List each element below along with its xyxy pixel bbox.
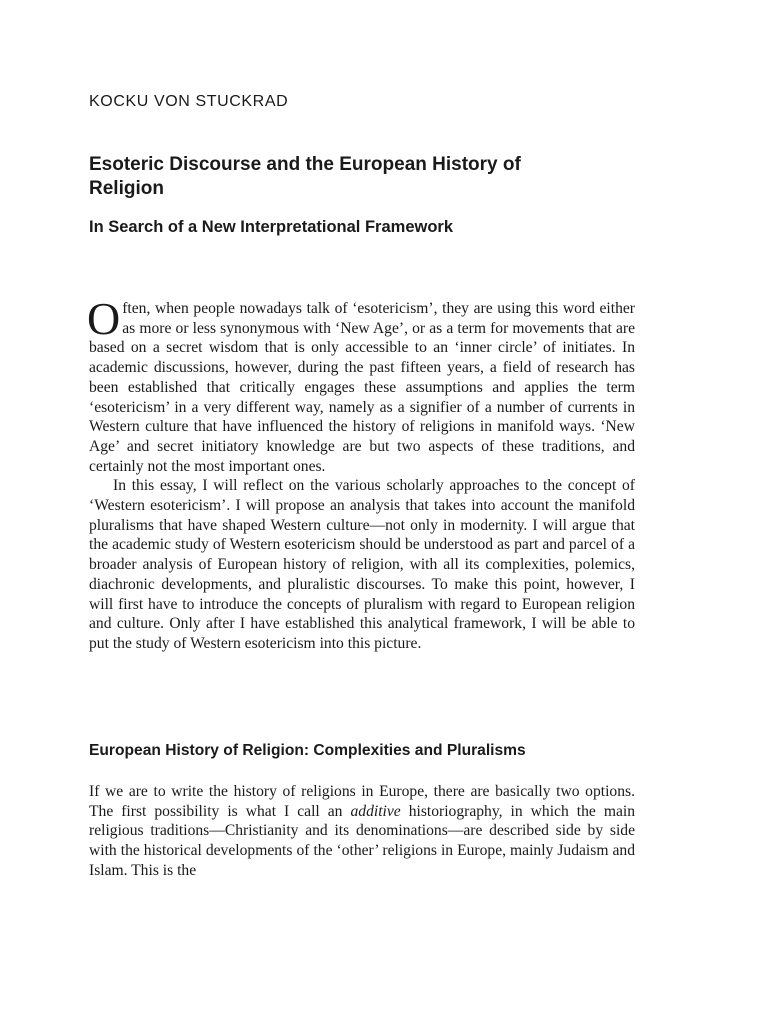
section-paragraph-1	[89, 782, 635, 881]
section-heading: European History of Religion: Complexities and Pluralisms	[89, 742, 526, 759]
article-subtitle: In Search of a New Interpretational Framework	[89, 218, 454, 236]
section-text-part-2: historiography, in which the main religious traditions—Christianity and its denominations—are described side by side with the historical developments of the ‘other’ religions in Europe, mainly Judaism and Islam. This is the	[89, 802, 635, 879]
article-title: Esoteric Discourse and the European History of Religion	[89, 154, 521, 199]
author-name: KOCKU VON STUCKRAD	[89, 93, 289, 110]
italic-term: additive	[350, 802, 401, 820]
intro-paragraph-1	[87, 293, 635, 476]
intro-paragraph-1-text: ften, when people nowadays talk of ‘esotericism’, they are using this word either as more or less synonymous with ‘New Age’, or as a term for movements that are based on a secret wisdom that is only accessible to an ‘inner circle’ of initiates. In academic discussions, however, during the past fifteen years, a field of research has been established that critically engages these assumptions and applies the term ‘esotericism’ in a very different way, namely as a signifier of a number of currents in Western culture that have influenced the history of religions in manifold ways. ‘New Age’ and secret initiatory knowledge are but two aspects of these traditions, and certainly not the most important ones.	[89, 300, 635, 475]
intro-paragraph-2: In this essay, I will reflect on the various scholarly approaches to the concept of ‘Western esotericism’. I will propose an analysis that takes into account the manifold pluralisms that have shaped Western culture—not only in modernity. I will argue that the academic study of Western esotericism should be understood as part and parcel of a broader analysis of European history of religion, with all its complexities, polemics, diachronic developments, and pluralistic discourses. To make this point, however, I will first have to introduce the concepts of pluralism with regard to European religion and culture. Only after I have established this analytical framework, I will be able to put the study of Western esotericism into this picture.	[89, 477, 635, 652]
intro-section	[87, 293, 635, 654]
drop-cap: O	[87, 293, 121, 344]
section-text-part-1: If we are to write the history of religions in Europe, there are basically two options. The first possibility is what I call an	[89, 783, 635, 820]
